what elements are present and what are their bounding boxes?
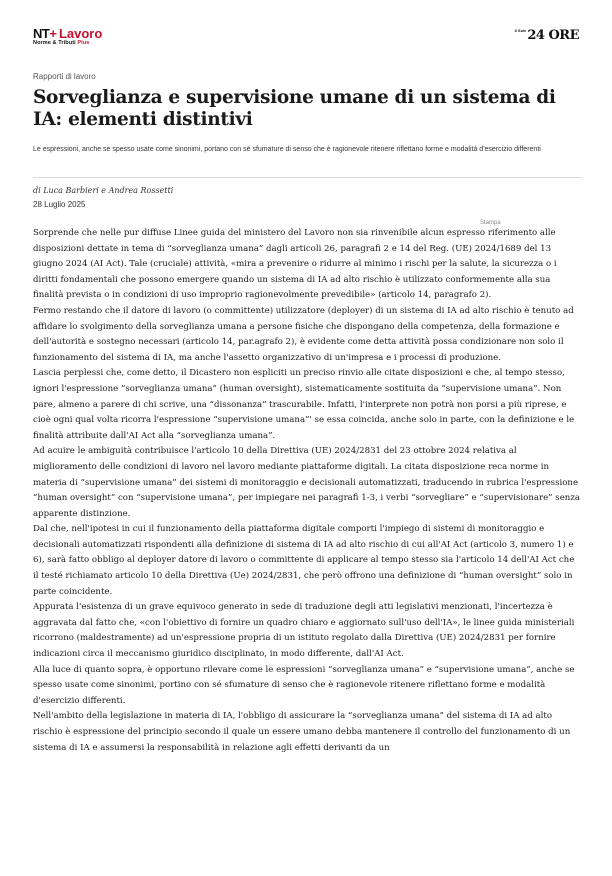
article-paragraph: Appurata l'esistenza di un grave equivoco generato in sede di traduzione degli atti legislativi menzionati, l'incertezza è aggravata dal fatto che, «con l'obiettivo di fornire un quadro chiaro e aggiornato sull'uso dell'IA», le linee guida ministeriali ricorrono (maldestramente) ad un'espressione propria di un istituto regolato dalla Direttiva (UE) 2024/2831 per fornire indicazioni circa il meccanismo giuridico disciplinato, in modo differente, dall'AI Act. — [33, 602, 575, 660]
article-paragraph: Dal che, nell'ipotesi in cui il funzionamento della piattaforma digitale comporti l'impiego di sistemi di monitoraggio e decisionali automatizzati rispondenti alla definizione di sistema di IA ad alto rischio di cui all'AI Act (articolo 3, numero 1) e 6), sarà fatto obbligo al deployer datore di lavoro o committente di applicare al tempo stesso sia l'articolo 14 dell'AI Act che il testé richiamato articolo 10 della Direttiva (Ue) 2024/2831, che però offrono una definizione di “human oversight” solo in parte coincidente. — [33, 524, 575, 597]
article-subtitle: Le espressioni, anche se spesso usate come sinonimi, portano con sé sfumature di senso che è ragionevole ritenere riflettano forme e modalità d'esercizio differenti — [33, 146, 541, 153]
article-paragraph: Lascia perplessi che, come detto, il Dicastero non espliciti un preciso rinvio alle citate disposizioni e che, al tempo stesso, ignori l'espressione “sorveglianza umana” (human oversight), sistematicamente sostituita da “supervisione umana”. Non pare, almeno a parere di chi scrive, una “dissonanza” trascurabile. Infatti, l'interprete non potrà non porsi a più riprese, e cioè ogni qual volta ricorra l'espressione “supervisione umana”' se essa coincida, anche solo in parte, con la definizione e le finalità attribuite dall'AI Act alla “sorveglianza umana”. — [33, 368, 575, 441]
article-category[interactable]: Rapporti di lavoro — [33, 72, 96, 81]
logo-subtitle — [33, 40, 102, 46]
logo-lavoro-text: Lavoro — [58, 26, 103, 41]
logo-sub-main: Norme & Tributi — [33, 40, 76, 46]
article-paragraph: Ad acuire le ambiguità contribuisce l'articolo 10 della Direttiva (UE) 2024/2831 del 23 ottobre 2024 relativa al miglioramento delle condizioni di lavoro nel lavoro mediante piattaforme digitali. La citata disposizione reca norme in materia di “supervisione umana” dei sistemi di monitoraggio e decisionali automatizzati, traducendo in rubrica l'espressione “human oversight” con “supervisione umana”, per impiegare nei paragrafi 1-3, i verbi “sorvegliare” e “supervisionare” senza apparente distinzione. — [33, 446, 580, 519]
site-header — [33, 26, 579, 52]
logo-main-row — [33, 26, 102, 41]
article-paragraph: Fermo restando che il datore di lavoro (o committente) utilizzatore (deployer) di un sistema di IA ad alto rischio è tenuto ad affidare lo svolgimento della sorveglianza umana a persone fisiche che dispongano della competenza, della formazione e dell'autorità e sostegno necessari (articolo 14, par.agrafo 2), è evidente come detta attività possa condizionare non solo il funzionamento del sistema di IA, ma anche l'assetto organizzativo di un'impresa e i processi di produzione. — [33, 305, 574, 363]
article-paragraph: Sorprende che nelle pur diffuse Linee guida del ministero del Lavoro non sia rinvenibile alcun espresso riferimento alle disposizioni dettate in tema di “sorveglianza umana” dagli articoli 26, paragrafi 2 e 14 del Reg. (UE) 2024/1689 del 13 giugno 2024 (AI Act). Tale (cruciale) attività, «mira a prevenire o ridurre al minimo i rischi per la salute, la sicurezza o i diritti fondamentali che possono emergere quando un sistema di IA ad alto rischio è utilizzato conformemente alla sua finalità prevista o in condizioni di uso improprio ragionevolmente prevedibile» (articolo 14, paragrafo 2). — [33, 228, 557, 301]
article-paragraph: Alla luce di quanto sopra, è opportuno rilevare come le espressioni “sorveglianza umana” e “supervisione umana”, anche se spesso usate come sinonimi, portino con sé sfumature di senso che è ragionevole ritenere riflettano forme e modalità d'esercizio differenti. — [33, 664, 575, 706]
logo-sub-plus: Plus — [77, 40, 90, 46]
nt-plus-lavoro-logo[interactable] — [33, 26, 102, 46]
article-paragraph: Nell'ambito della legislazione in materia di IA, l'obbligo di assicurare la “sorveglianza umana” del sistema di IA ad alto rischio è espressione del principio secondo il quale un essere umano debba mantenere il controllo del funzionamento di un sistema di IA e assumersi la responsabilità in relazione agli effetti derivanti da un — [33, 711, 571, 753]
article-body — [33, 226, 582, 756]
sole-24-ore-logo[interactable] — [515, 29, 579, 42]
logo-sole-small: Il Sole — [514, 28, 527, 33]
article-date: 28 Luglio 2025 — [33, 200, 86, 209]
print-button[interactable]: Stampa — [480, 220, 501, 226]
logo-plus-text: + — [49, 26, 57, 41]
logo-24-ore: 24 ORE — [527, 28, 579, 43]
article-authors: di Luca Barbieri e Andrea Rossetti — [33, 186, 174, 195]
article-title: Sorveglianza e supervisione umane di un sistema di IA: elementi distintivi — [33, 87, 556, 130]
header-divider — [33, 177, 582, 178]
logo-nt-text: NT — [33, 26, 50, 41]
